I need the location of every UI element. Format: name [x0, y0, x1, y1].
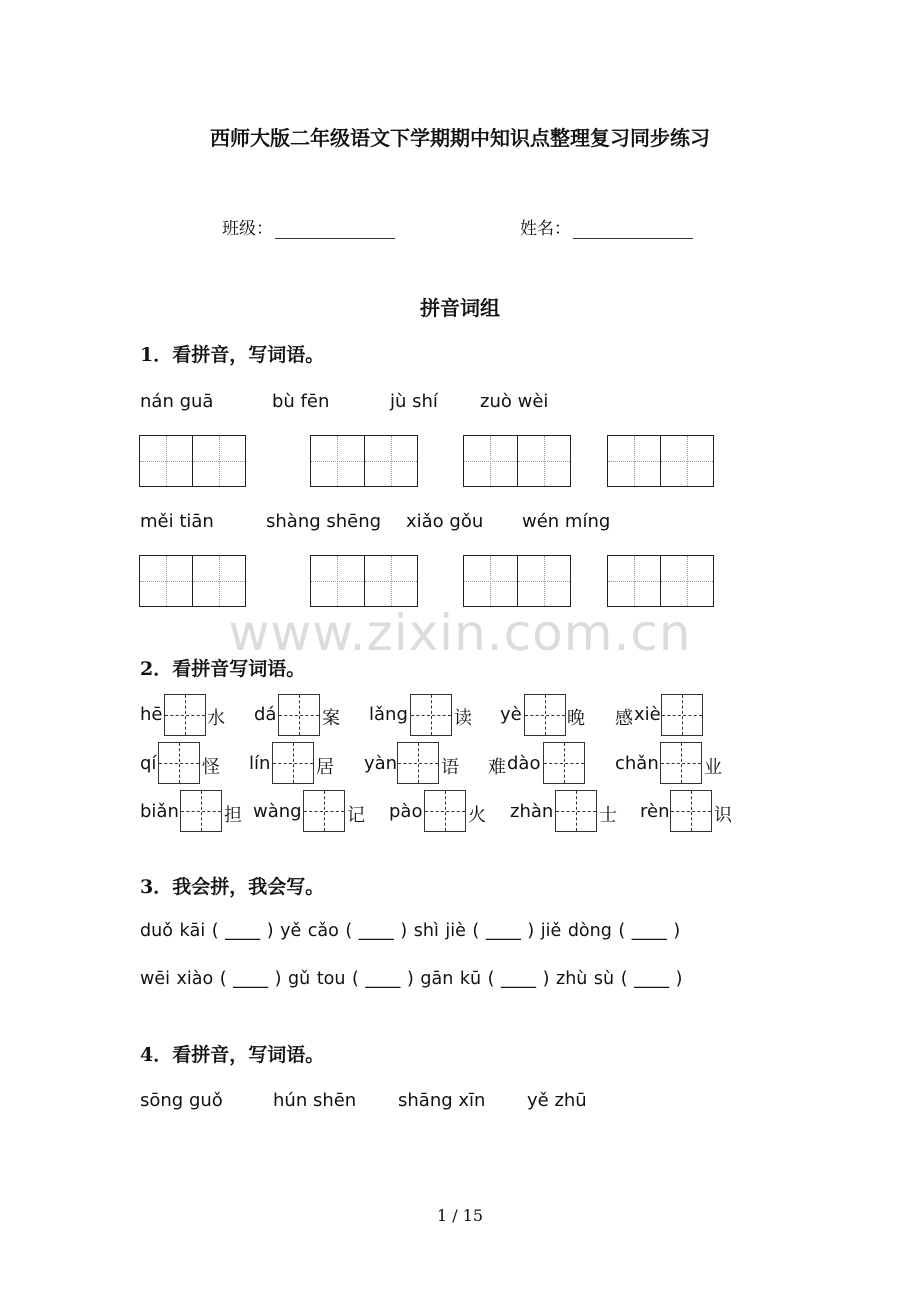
pinyin-item: zuò wèi: [480, 391, 549, 412]
pinyin-item: zhàn: [510, 801, 554, 822]
writing-grid[interactable]: [139, 555, 246, 607]
pinyin-item: biǎn: [140, 801, 179, 822]
class-label: 班级：: [222, 219, 273, 239]
class-field: [222, 214, 395, 239]
hanzi-item: 怪: [202, 757, 220, 778]
writing-box[interactable]: [158, 742, 200, 784]
writing-grid[interactable]: [463, 435, 571, 487]
pinyin-item: chǎn: [615, 753, 659, 774]
pinyin-item: dá: [254, 704, 277, 725]
name-label: 姓名：: [520, 219, 571, 239]
hanzi-item: 居: [316, 757, 334, 778]
writing-box[interactable]: [661, 694, 703, 736]
question-4-heading: 4．看拼音，写词语。: [140, 1044, 325, 1066]
writing-box[interactable]: [272, 742, 314, 784]
question-2-heading: 2．看拼音写词语。: [140, 658, 306, 680]
name-field: [520, 214, 693, 239]
writing-box[interactable]: [670, 790, 712, 832]
hanzi-item: 担: [224, 805, 242, 826]
writing-grid[interactable]: [310, 435, 418, 487]
pinyin-item: nán guā: [140, 391, 214, 412]
writing-box[interactable]: [524, 694, 566, 736]
writing-grid[interactable]: [139, 435, 246, 487]
writing-box[interactable]: [180, 790, 222, 832]
hanzi-item: 水: [207, 708, 225, 729]
writing-box[interactable]: [397, 742, 439, 784]
pinyin-item: shāng xīn: [398, 1090, 486, 1111]
writing-grid[interactable]: [310, 555, 418, 607]
writing-box[interactable]: [164, 694, 206, 736]
watermark: www.zixin.com.cn: [228, 604, 692, 662]
hanzi-item: 火: [468, 805, 486, 826]
writing-box[interactable]: [543, 742, 585, 784]
hanzi-item: 读: [454, 708, 472, 729]
writing-box[interactable]: [303, 790, 345, 832]
writing-box[interactable]: [410, 694, 452, 736]
pinyin-item: xiǎo gǒu: [406, 511, 484, 532]
pinyin-item: jù shí: [390, 391, 438, 412]
fill-blank-line[interactable]: duǒ kāi ( ____ ) yě cǎo ( ____ ) shì jiè ( ____ ) jiě dòng ( ____ ): [140, 921, 681, 941]
hanzi-item: 识: [714, 805, 732, 826]
class-blank[interactable]: [275, 220, 395, 239]
question-1-heading: 1．看拼音，写词语。: [140, 344, 325, 366]
writing-box[interactable]: [278, 694, 320, 736]
pinyin-item: yě zhū: [527, 1090, 587, 1111]
pinyin-item: lín: [249, 753, 271, 774]
hanzi-item: 晚: [567, 708, 585, 729]
hanzi-item: 难: [488, 757, 506, 778]
pinyin-item: hē: [140, 704, 163, 725]
pinyin-item: rèn: [640, 801, 670, 822]
pinyin-item: wàng: [253, 801, 302, 822]
pinyin-item: dào: [507, 753, 541, 774]
pinyin-item: lǎng: [369, 704, 408, 725]
pinyin-item: shàng shēng: [266, 511, 382, 532]
pinyin-item: yè: [500, 704, 522, 725]
section-title: 拼音词组: [420, 296, 500, 320]
pinyin-item: qí: [140, 753, 157, 774]
writing-box[interactable]: [424, 790, 466, 832]
pinyin-item: xiè: [634, 704, 661, 725]
writing-grid[interactable]: [463, 555, 571, 607]
pinyin-item: měi tiān: [140, 511, 214, 532]
pinyin-item: wén míng: [522, 511, 611, 532]
writing-box[interactable]: [660, 742, 702, 784]
page-number: 1 / 15: [436, 1206, 484, 1225]
hanzi-item: 记: [347, 805, 365, 826]
hanzi-item: 士: [599, 805, 617, 826]
hanzi-item: 感: [615, 708, 633, 729]
pinyin-item: hún shēn: [273, 1090, 357, 1111]
hanzi-item: 案: [322, 708, 340, 729]
hanzi-item: 语: [441, 757, 459, 778]
document-title: 西师大版二年级语文下学期期中知识点整理复习同步练习: [210, 126, 710, 150]
hanzi-item: 业: [704, 757, 722, 778]
name-blank[interactable]: [573, 220, 693, 239]
pinyin-item: bù fēn: [272, 391, 330, 412]
writing-box[interactable]: [555, 790, 597, 832]
question-3-heading: 3．我会拼，我会写。: [140, 876, 325, 898]
pinyin-item: pào: [389, 801, 423, 822]
fill-blank-line[interactable]: wēi xiào ( ____ ) gǔ tou ( ____ ) gān kū ( ____ ) zhù sù ( ____ ): [140, 969, 683, 989]
pinyin-item: yàn: [364, 753, 398, 774]
writing-grid[interactable]: [607, 555, 714, 607]
pinyin-item: sōng guǒ: [140, 1090, 223, 1111]
writing-grid[interactable]: [607, 435, 714, 487]
